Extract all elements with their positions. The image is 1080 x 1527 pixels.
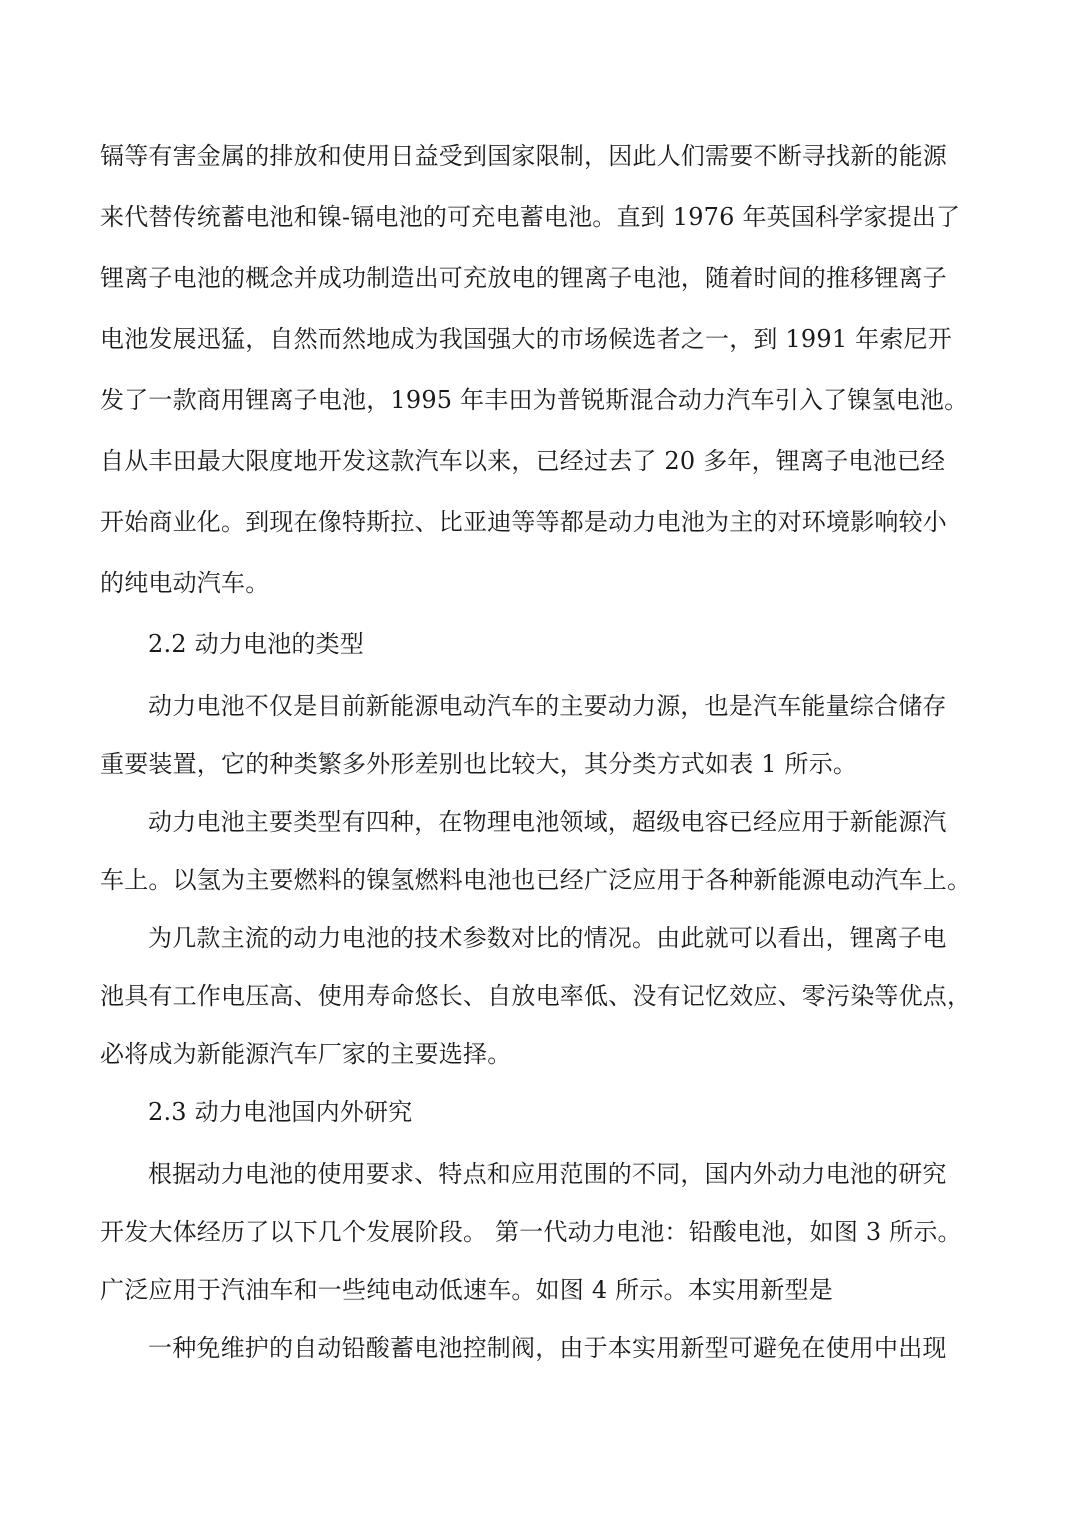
paragraph-line: 一种免维护的自动铅酸蓄电池控制阀，由于本实用新型可避免在使用中出现 [148, 1334, 947, 1362]
paragraph-line: 车上。以氢为主要燃料的镍氢燃料电池也已经广泛应用于各种新能源电动汽车上。 [100, 866, 972, 894]
paragraph-line: 镉等有害金属的排放和使用日益受到国家限制，因此人们需要不断寻找新的能源 [100, 142, 947, 170]
paragraph-line: 必将成为新能源汽车厂家的主要选择。 [100, 1040, 512, 1068]
paragraph-line: 重要装置，它的种类繁多外形差别也比较大，其分类方式如表 1 所示。 [100, 750, 858, 778]
paragraph-line: 开始商业化。到现在像特斯拉、比亚迪等等都是动力电池为主的对环境影响较小 [100, 508, 947, 536]
paragraph-line: 发了一款商用锂离子电池，1995 年丰田为普锐斯混合动力汽车引入了镍氢电池。 [100, 386, 969, 414]
paragraph-line: 根据动力电池的使用要求、特点和应用范围的不同，国内外动力电池的研究 [148, 1160, 947, 1188]
paragraph-line: 广泛应用于汽油车和一些纯电动低速车。如图 4 所示。本实用新型是 [100, 1276, 833, 1304]
paragraph-line: 开发大体经历了以下几个发展阶段。 第一代动力电池：铅酸电池，如图 3 所示。 [100, 1218, 962, 1246]
paragraph-line: 电池发展迅猛，自然而然地成为我国强大的市场候选者之一，到 1991 年索尼开 [100, 325, 952, 353]
paragraph-line: 锂离子电池的概念并成功制造出可充放电的锂离子电池，随着时间的推移锂离子 [100, 264, 947, 292]
paragraph-line: 的纯电动汽车。 [100, 569, 270, 597]
section-heading-2-3: 2.3 动力电池国内外研究 [148, 1098, 413, 1126]
section-heading-2-2: 2.2 动力电池的类型 [148, 630, 364, 658]
paragraph-line: 动力电池主要类型有四种，在物理电池领域，超级电容已经应用于新能源汽 [148, 808, 947, 836]
paragraph-line: 池具有工作电压高、使用寿命悠长、自放电率低、没有记忆效应、零污染等优点， [100, 982, 972, 1010]
paragraph-line: 来代替传统蓄电池和镍-镉电池的可充电蓄电池。直到 1976 年英国科学家提出了 [100, 203, 961, 231]
paragraph-line: 动力电池不仅是目前新能源电动汽车的主要动力源，也是汽车能量综合储存 [148, 692, 947, 720]
paragraph-line: 为几款主流的动力电池的技术参数对比的情况。由此就可以看出，锂离子电 [148, 924, 947, 952]
paragraph-line: 自从丰田最大限度地开发这款汽车以来，已经过去了 20 多年，锂离子电池已经 [100, 447, 946, 475]
